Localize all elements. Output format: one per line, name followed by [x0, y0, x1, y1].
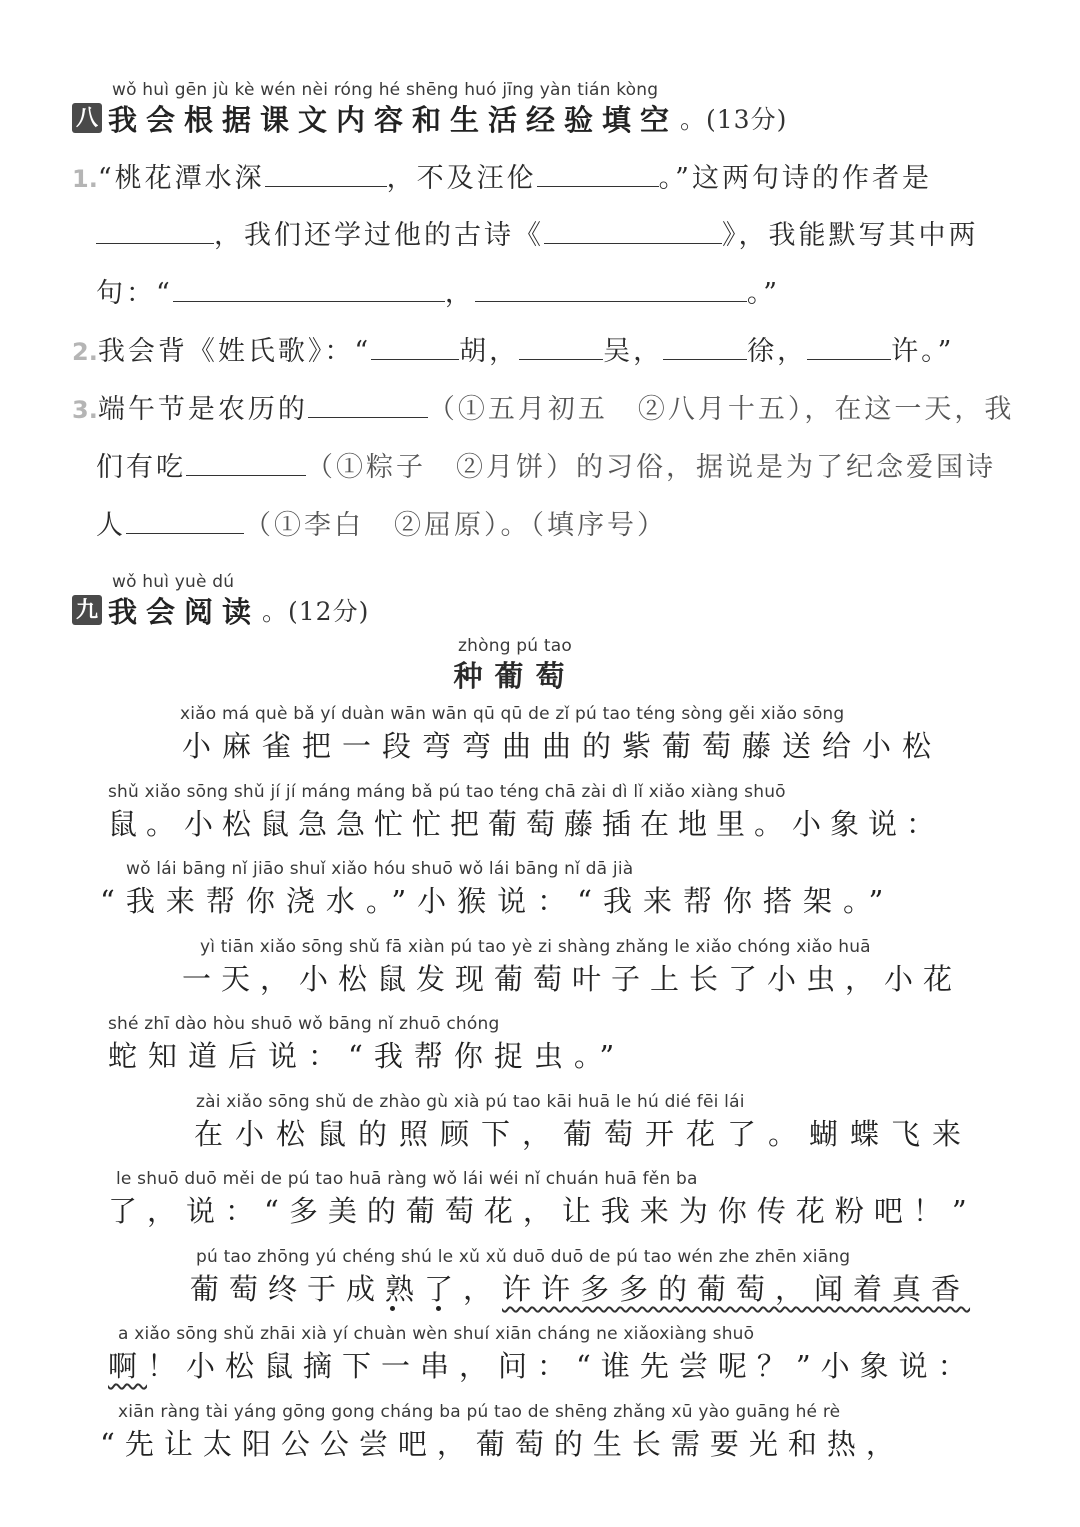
q1-blank-1[interactable]	[265, 160, 387, 187]
section9-heading	[72, 590, 369, 630]
story-line-10-pinyin: xiān ràng tài yáng gōng gong cháng ba pú tao de shēng zhǎng xū yào guāng hé rè	[118, 1402, 841, 1422]
story-line-9-underlined: 啊	[108, 1349, 148, 1383]
question-3-line-3	[96, 507, 667, 545]
story-line-9-part-2: ！小松鼠摘下一串，问：“谁先尝呢？”小象说：	[147, 1349, 977, 1383]
story-line-10: “先让太阳公公尝吧，葡萄的生长需要光和热，	[100, 1427, 905, 1461]
story-line-8-underlined: 许许多多的葡萄，闻着真香	[502, 1272, 971, 1306]
section9-score: 。(12分)	[262, 597, 370, 626]
story-line-3-pinyin: wǒ lái bāng nǐ jiāo shuǐ xiǎo hóu shuō wǒ lái bāng nǐ dā jià	[126, 859, 634, 879]
q1-blank-poem-title[interactable]	[544, 217, 722, 244]
question-1-line-1	[72, 160, 932, 198]
question-1-line-3	[96, 275, 780, 313]
q1-text-e: 》，我能默写其中两	[722, 220, 979, 251]
emphasis-dot	[390, 1306, 395, 1311]
q3-blank-1[interactable]	[308, 391, 428, 418]
story-line-2-pinyin: shǔ xiǎo sōng shǔ jí jí máng máng bǎ pú tao téng chā zài dì lǐ xiǎo xiàng shuō	[108, 782, 786, 802]
q3-text-b: （①五月初五 ②八月十五），在这一天，我	[427, 394, 1015, 425]
story-line-3: “我来帮你浇水。”小猴说：“我来帮你搭架。”	[100, 884, 895, 918]
q3-text-a: 端午节是农历的	[97, 394, 308, 425]
q1-text-h: 。”	[746, 278, 781, 309]
q2-text-c: 吴，	[603, 336, 664, 367]
section9-badge: 九	[72, 595, 102, 625]
story-line-1: 小麻雀把一段弯弯曲曲的紫葡萄藤送给小松	[182, 729, 943, 763]
q1-blank-author[interactable]	[96, 217, 214, 244]
q1-text-c: 。”这两句诗的作者是	[658, 163, 932, 194]
section8-title: 我会根据课文内容和生活经验填空	[108, 102, 679, 137]
q2-text-a: 我会背《姓氏歌》：“	[97, 336, 372, 367]
section9-pinyin: wǒ huì yuè dú	[112, 572, 235, 592]
question-3-line-1	[72, 391, 1014, 429]
story-line-8	[190, 1267, 970, 1308]
story-title: 种葡萄	[453, 659, 577, 693]
section8-score: 。(13分)	[680, 105, 788, 134]
story-line-1-pinyin: xiǎo má què bǎ yí duàn wān wān qū qū de zǐ pú tao téng sòng gěi xiǎo sōng	[180, 704, 845, 724]
question-1-number: 1.	[72, 165, 98, 193]
q1-text-a: “桃花潭水深	[97, 163, 265, 194]
emphasis-dot	[436, 1306, 441, 1311]
question-1-line-2	[96, 217, 979, 255]
q2-text-b: 胡，	[459, 336, 520, 367]
q1-blank-2[interactable]	[537, 160, 659, 187]
story-line-8-pinyin: pú tao zhōng yú chéng shú le xǔ xǔ duō duō de pú tao wén zhe zhēn xiāng	[196, 1247, 851, 1267]
story-line-4-pinyin: yì tiān xiǎo sōng shǔ fā xiàn pú tao yè zi shàng zhǎng le xiǎo chóng xiǎo huā	[200, 937, 871, 957]
question-2-number: 2.	[72, 338, 98, 366]
story-line-5-pinyin: shé zhī dào hòu shuō wǒ bāng nǐ zhuō chóng	[108, 1014, 500, 1034]
story-line-8-part-1: 葡萄终于成熟了，	[190, 1272, 503, 1306]
q1-text-f: 句：“	[96, 278, 173, 309]
q2-blank-1[interactable]	[371, 333, 459, 360]
q1-text-b: ，不及汪伦	[386, 163, 537, 194]
q3-text-c: 们有吃	[96, 452, 186, 483]
story-line-9-pinyin: a xiǎo sōng shǔ zhāi xià yí chuàn wèn shuí xiān cháng ne xiǎoxiàng shuō	[118, 1324, 755, 1344]
q2-blank-4[interactable]	[807, 333, 891, 360]
section8-badge: 八	[72, 103, 102, 133]
story-line-5: 蛇知道后说：“我帮你捉虫。”	[108, 1039, 626, 1073]
story-line-7: 了，说：“多美的葡萄花，让我来为你传花粉吧！”	[108, 1194, 977, 1228]
story-line-9	[108, 1344, 977, 1385]
story-line-2: 鼠。小松鼠急急忙忙把葡萄藤插在地里。小象说：	[108, 807, 945, 841]
section8-pinyin: wǒ huì gēn jù kè wén nèi róng hé shēng huó jīng yàn tián kòng	[112, 80, 659, 100]
story-line-7-pinyin: le shuō duō měi de pú tao huā ràng wǒ lái wéi nǐ chuán huā fěn ba	[116, 1169, 698, 1189]
q2-blank-2[interactable]	[519, 333, 603, 360]
story-title-pinyin: zhòng pú tao	[458, 636, 572, 656]
story-line-6: 在小松鼠的照顾下，葡萄开花了。蝴蝶飞来	[194, 1117, 974, 1151]
q1-text-g: ，	[444, 278, 475, 309]
q2-text-e: 许。”	[891, 336, 955, 367]
q3-text-e: 人	[96, 510, 126, 541]
section8-heading	[72, 98, 787, 138]
question-3-line-2	[96, 449, 996, 487]
q1-blank-line-1[interactable]	[173, 275, 445, 302]
q1-text-d: ，我们还学过他的古诗《	[214, 220, 544, 251]
q3-blank-3[interactable]	[126, 507, 244, 534]
story-line-6-pinyin: zài xiǎo sōng shǔ de zhào gù xià pú tao kāi huā le hú dié fēi lái	[196, 1092, 745, 1112]
q3-blank-2[interactable]	[186, 449, 306, 476]
q3-text-f: （①李白 ②屈原）。（填序号）	[244, 510, 667, 541]
story-line-4: 一天，小松鼠发现葡萄叶子上长了小虫，小花	[182, 962, 963, 996]
q2-blank-3[interactable]	[663, 333, 747, 360]
q3-text-d: （①粽子 ②月饼）的习俗，据说是为了纪念爱国诗	[306, 452, 996, 483]
question-2	[72, 333, 954, 371]
question-3-number: 3.	[72, 396, 98, 424]
section9-title: 我会阅读	[108, 594, 261, 629]
q2-text-d: 徐，	[747, 336, 808, 367]
q1-blank-line-2[interactable]	[475, 275, 747, 302]
